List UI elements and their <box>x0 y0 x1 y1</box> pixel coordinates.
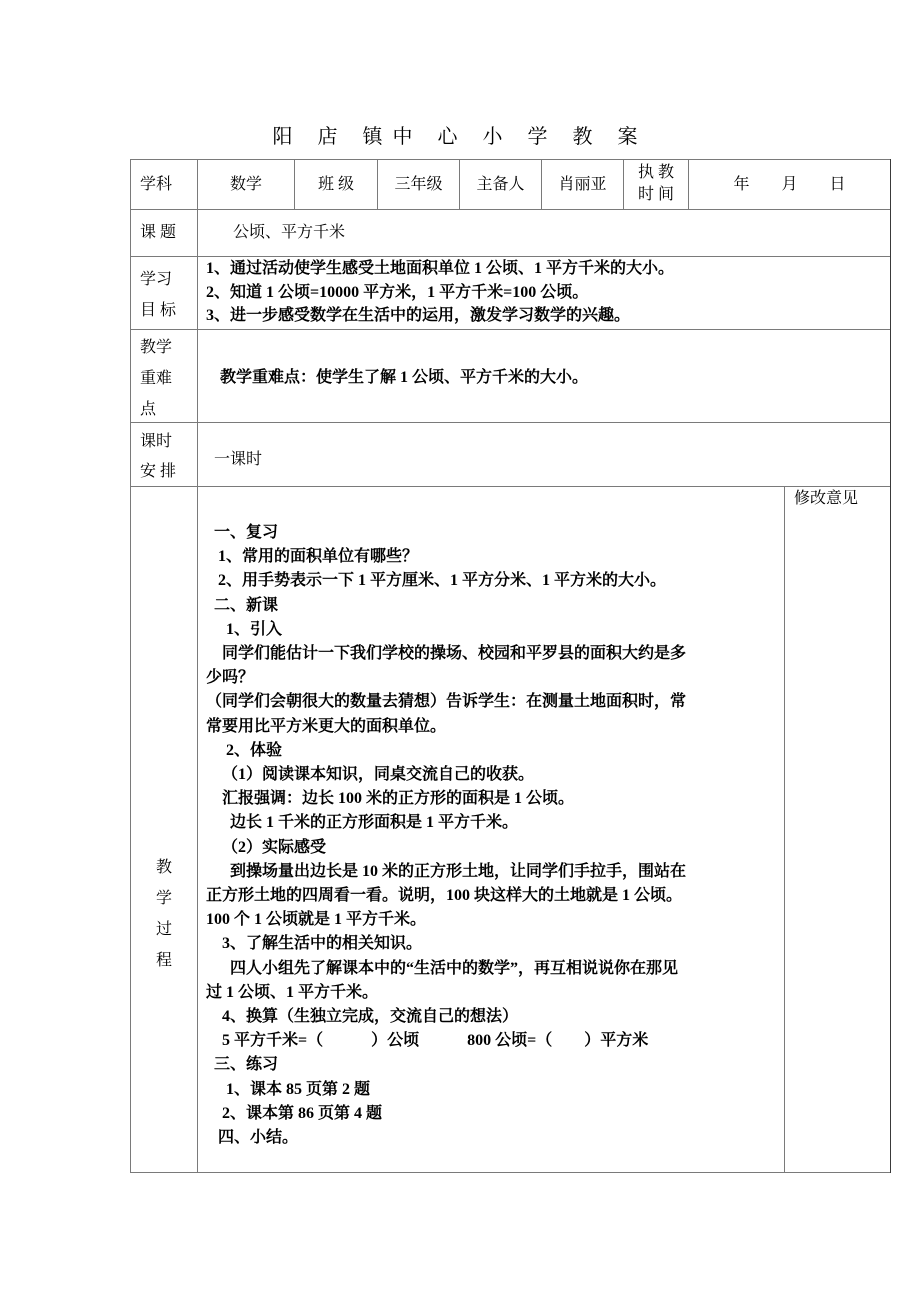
process-line: 4、换算（生独立完成，交流自己的想法） <box>206 1008 519 1026</box>
process-line: 5 平方千米=（ ）公顷 800 公顷=（ ）平方米 <box>206 1032 649 1050</box>
process-line: 1、引入 <box>206 620 283 638</box>
preparer-label: 主备人 <box>476 176 525 193</box>
key-points-label-line1: 教学 <box>140 339 173 356</box>
process-line: 2、体验 <box>206 741 283 759</box>
process-line: （2）实际感受 <box>206 838 327 856</box>
process-line: 四、小结。 <box>206 1129 299 1147</box>
key-points-label-line2: 重难 <box>140 370 173 387</box>
subject-label: 学科 <box>140 176 173 193</box>
remarks-label: 修改意见 <box>794 490 859 507</box>
objectives-label-line2: 目 标 <box>140 302 177 319</box>
table-border-bottom <box>130 1172 891 1173</box>
objectives-label-line1: 学习 <box>140 271 173 288</box>
process-label-char: 程 <box>155 952 172 969</box>
class-label: 班 级 <box>317 176 354 193</box>
row-divider <box>130 422 891 423</box>
process-line: 1、课本 85 页第 2 题 <box>206 1080 371 1098</box>
process-line: （同学们会朝很大的数量去猜想）告诉学生：在测量土地面积时，常 <box>206 693 687 711</box>
key-points-label-line3: 点 <box>140 401 157 418</box>
remarks-column-divider <box>784 486 785 1173</box>
topic-label: 课 题 <box>140 224 177 241</box>
row-divider <box>130 329 891 330</box>
process-line: 少吗？ <box>206 669 255 687</box>
table-border-top <box>130 159 891 160</box>
process-line: 汇报强调：边长 100 米的正方形的面积是 1 公顷。 <box>206 790 575 808</box>
process-line: 1、常用的面积单位有哪些？ <box>206 548 419 566</box>
teach-time-label-line2: 时 间 <box>637 186 674 203</box>
process-line: 到操场量出边长是 10 米的正方形土地，让同学们手拉手，围站在 <box>206 862 687 880</box>
process-label-char: 过 <box>155 921 172 938</box>
label-column-divider <box>197 159 198 1173</box>
schedule-value: 一课时 <box>214 451 263 468</box>
process-line: 2、课本第 86 页第 4 题 <box>206 1104 383 1122</box>
date-value: 年 月 日 <box>733 176 846 193</box>
process-line: 二、新课 <box>206 596 279 614</box>
schedule-label-line1: 课时 <box>140 433 173 450</box>
teach-time-label-line1: 执 教 <box>637 164 674 181</box>
process-line: （1）阅读课本知识，同桌交流自己的收获。 <box>206 766 535 784</box>
subject-value: 数学 <box>229 176 262 193</box>
schedule-label-line2: 安 排 <box>140 463 177 480</box>
process-label-char: 学 <box>155 890 172 907</box>
row-divider <box>130 256 891 257</box>
process-line: 边长 1 千米的正方形面积是 1 平方千米。 <box>206 814 519 832</box>
process-line: 三、练习 <box>206 1056 279 1074</box>
table-border-left <box>130 159 131 1173</box>
process-line: 同学们能估计一下我们学校的操场、校园和平罗县的面积大约是多 <box>206 645 687 663</box>
topic-value: 公顷、平方千米 <box>233 224 346 241</box>
objective-item: 2、知道 1 公顷=10000 平方米，1 平方千米=100 公顷。 <box>206 284 589 301</box>
process-line: 100 个 1 公顷就是 1 平方千米。 <box>206 911 427 929</box>
process-line: 2、用手势表示一下 1 平方厘米、1 平方分米、1 平方米的大小。 <box>206 572 667 590</box>
table-border-right <box>890 159 891 1173</box>
process-line: 一、复习 <box>206 524 279 541</box>
process-line: 3、了解生活中的相关知识。 <box>206 935 423 953</box>
process-line: 过 1 公顷、1 平方千米。 <box>206 983 379 1001</box>
objective-item: 3、进一步感受数学在生活中的运用，激发学习数学的兴趣。 <box>206 307 631 324</box>
process-line: 常要用比平方米更大的面积单位。 <box>206 717 447 735</box>
class-value: 三年级 <box>394 176 443 193</box>
process-line: 正方形土地的四周看一看。说明，100 块这样大的土地就是 1 公顷。 <box>206 887 683 905</box>
process-label-char: 教 <box>155 859 172 876</box>
objective-item: 1、通过活动使学生感受土地面积单位 1 公顷、1 平方千米的大小。 <box>206 260 675 277</box>
process-content <box>206 521 781 1150</box>
preparer-value: 肖丽亚 <box>558 176 607 193</box>
row-divider <box>130 209 891 210</box>
key-points-value: 教学重难点：使学生了解 1 公顷、平方千米的大小。 <box>220 369 589 386</box>
row-divider <box>130 486 891 487</box>
document-title: 阳 店 镇中 心 小 学 教 案 <box>272 126 648 148</box>
process-line: 四人小组先了解课本中的“生活中的数学”，再互相说说你在那见 <box>206 959 679 977</box>
